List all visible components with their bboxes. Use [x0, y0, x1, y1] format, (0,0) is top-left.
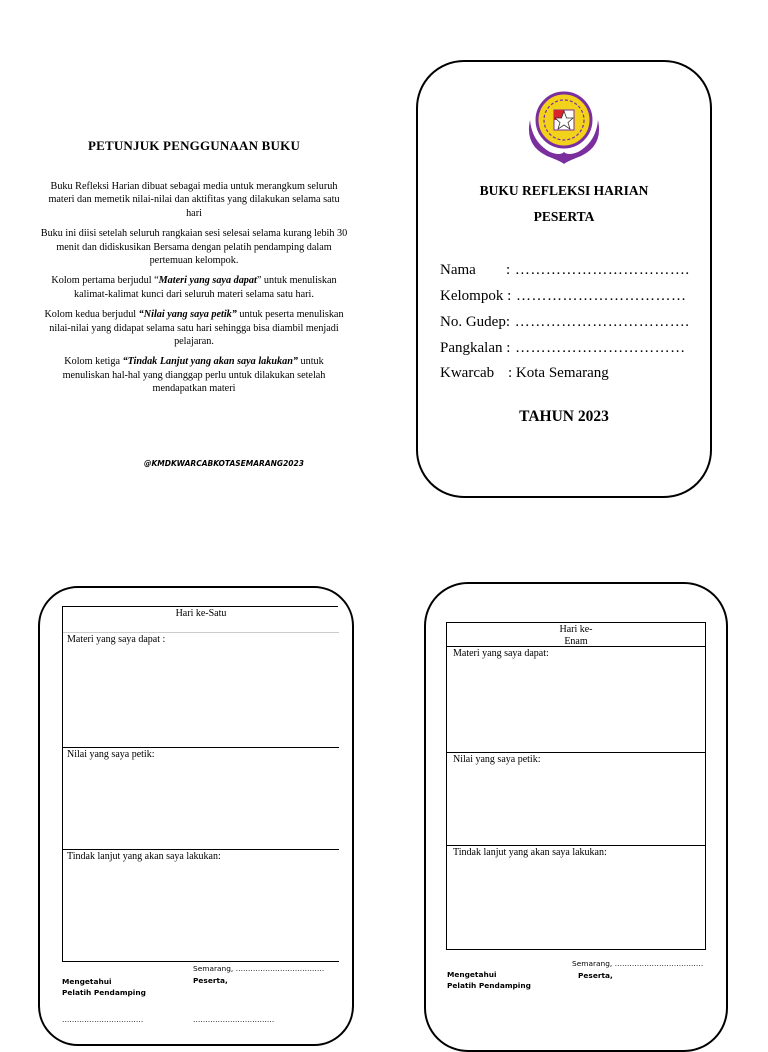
day-six-header: Hari ke- Enam: [447, 623, 705, 647]
day-six-divider: [447, 752, 705, 753]
cover-year: TAHUN 2023: [519, 408, 609, 425]
nama-field[interactable]: Nama : …………………………….: [440, 262, 690, 278]
kelompok-field[interactable]: Kelompok : ……………………………: [440, 288, 687, 304]
day-six-divider: [447, 845, 705, 846]
instructions-section: [40, 130, 348, 403]
day-one-nilai-label: Nilai yang saya petik:: [67, 749, 155, 760]
day-six-place-date: Semarang, ………………………………: [572, 959, 704, 968]
instructions-paragraph-4: Kolom kedua berjudul “Nilai yang saya petik” untuk peserta menuliskan nilai-nilai yang didapat selama satu hari sehingga bisa diambil menjadi pelajaran.: [44, 309, 344, 348]
cover-title-line-2: PESERTA: [533, 209, 595, 224]
day-one-signature-line-left: ……………………………: [62, 1015, 144, 1024]
pangkalan-field[interactable]: Pangkalan : ……………………………: [440, 340, 686, 356]
day-six-peserta: Peserta,: [578, 971, 613, 980]
day-six-mengetahui: Mengetahui Pelatih Pendamping: [447, 970, 531, 990]
instructions-paragraph-2: Buku ini diisi setelah seluruh rangkaian sesi selesai selama kurang lebih 30 menit dan didiskusikan Bersama dengan pelatih pendamping dalam pertemuan kelompok.: [40, 228, 348, 267]
instructions-paragraph-5: Kolom ketiga “Tindak Lanjut yang akan saya lakukan” untuk menuliskan hal-hal yang dianggap perlu untuk dilakukan setelah mendapatkan materi: [62, 356, 326, 395]
day-six-nilai-label: Nilai yang saya petik:: [453, 754, 541, 765]
day-one-header: Hari ke-Satu: [63, 607, 339, 633]
instructions-paragraph-1: Buku Refleksi Harian dibuat sebagai media untuk merangkum seluruh materi dan memetik nilai-nilai dan aktifitas yang dilakukan selama satu hari: [48, 181, 340, 219]
day-one-signature-line-right: ……………………………: [193, 1015, 275, 1024]
instructions-title: PETUNJUK PENGGUNAAN BUKU: [87, 138, 301, 153]
day-six-table: [446, 622, 706, 950]
gudep-field[interactable]: No. Gudep: …………………………….: [440, 314, 690, 330]
day-one-peserta: Peserta,: [193, 976, 228, 985]
day-one-mengetahui: Mengetahui Pelatih Pendamping: [62, 977, 146, 997]
day-one-materi-label: Materi yang saya dapat :: [67, 634, 166, 645]
day-one-divider: [63, 849, 339, 850]
day-six-materi-label: Materi yang saya dapat:: [453, 648, 549, 659]
cover-title: [416, 178, 712, 230]
social-handle: @KMDKWARCABKOTASEMARANG2023: [144, 459, 304, 468]
day-one-place-date: Semarang, ………………………………: [193, 964, 325, 973]
scout-logo-icon: [522, 82, 606, 166]
day-one-divider: [63, 747, 339, 748]
day-six-tindak-label: Tindak lanjut yang akan saya lakukan:: [453, 847, 607, 858]
day-one-tindak-label: Tindak lanjut yang akan saya lakukan:: [67, 851, 221, 862]
day-one-table: [62, 606, 338, 962]
kwarcab-field: Kwarcab : Kota Semarang: [440, 365, 609, 381]
day-one-divider: [63, 961, 339, 962]
instructions-paragraph-3: Kolom pertama berjudul “Materi yang saya dapat” untuk menuliskan kalimat-kalimat kunci dari seluruh materi selama satu hari.: [51, 275, 337, 300]
cover-title-line-1: BUKU REFLEKSI HARIAN: [479, 183, 649, 198]
